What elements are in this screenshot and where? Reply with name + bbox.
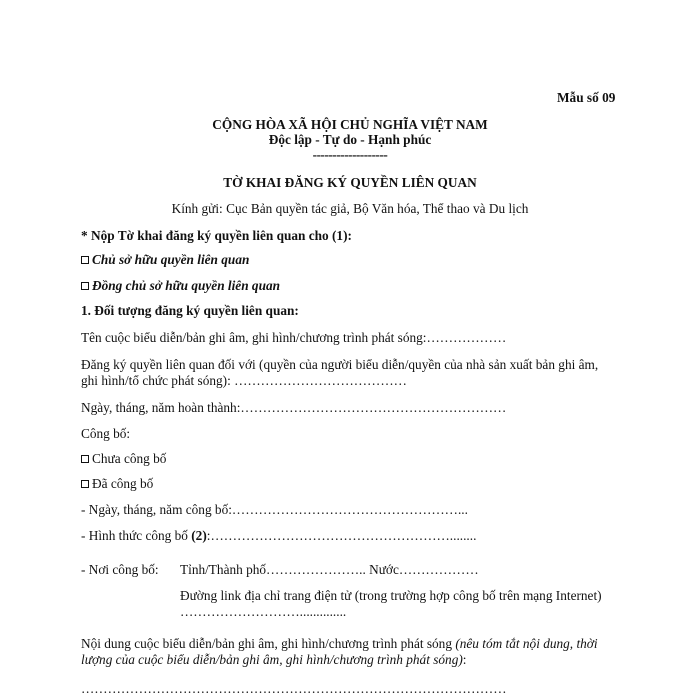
option-owner-label: Chủ sở hữu quyền liên quan	[92, 252, 250, 267]
option-co-owner-label: Đồng chủ sở hữu quyền liên quan	[92, 278, 281, 293]
checkbox-published[interactable]	[81, 480, 89, 488]
recipient-line: Kính gửi: Cục Bản quyền tác giả, Bộ Văn hóa, Thể thao và Du lịch	[171, 201, 529, 216]
register-for-line-1: Đăng ký quyền liên quan đối với (quyền của người biểu diễn/quyền của nhà sản xuất bản ghi âm,	[81, 357, 599, 372]
content-prefix: Nội dung cuộc biểu diễn/bản ghi âm, ghi hình/chương trình phát sóng	[81, 636, 456, 651]
option-unpublished-label: Chưa công bố	[92, 451, 167, 466]
publication-form-suffix: :………………………………………………........	[206, 528, 477, 543]
publication-form-line	[81, 528, 476, 544]
country-name: CỘNG HÒA XÃ HỘI CHỦ NGHĨA VIỆT NAM	[212, 117, 488, 132]
form-title: TỜ KHAI ĐĂNG KÝ QUYỀN LIÊN QUAN	[223, 175, 477, 190]
register-for-line-2: ghi hình/tổ chức phát sóng): …………………………………	[81, 373, 407, 388]
publication-form-note: (2)	[191, 528, 207, 543]
content-note-2: lượng của cuộc biểu diễn/bản ghi âm, ghi hình/chương trình phát sóng)	[81, 652, 463, 667]
checkbox-co-owner[interactable]	[81, 282, 89, 290]
option-unpublished[interactable]	[81, 451, 166, 467]
completion-date-line: Ngày, tháng, năm hoàn thành:……………………………………………………	[81, 400, 507, 415]
publication-place-line: Tỉnh/Thành phố………………….. Nước………………	[180, 562, 479, 577]
content-note-1: (nêu tóm tắt nội dung, thời	[455, 636, 598, 651]
national-motto: Độc lập - Tự do - Hạnh phúc	[268, 132, 432, 147]
section1-heading: 1. Đối tượng đăng ký quyền liên quan:	[81, 303, 299, 318]
option-published[interactable]	[81, 476, 153, 492]
publication-date-line: - Ngày, tháng, năm công bố:……………………………………………...	[81, 502, 468, 517]
submit-for-label: * Nộp Tờ khai đăng ký quyền liên quan cho (1):	[81, 228, 352, 243]
content-line-1	[81, 636, 598, 652]
performance-name-line: Tên cuộc biểu diễn/bản ghi âm, ghi hình/chương trình phát sóng:………………	[81, 330, 507, 345]
checkbox-owner[interactable]	[81, 256, 89, 264]
option-owner[interactable]	[81, 252, 249, 268]
form-number: Mẫu số 09	[557, 90, 616, 105]
content-line-2	[81, 652, 466, 668]
publication-place-label: - Nơi công bố:	[81, 562, 159, 577]
header-separator: -------------------	[312, 147, 388, 162]
link-line-2: ………………………..............	[180, 604, 347, 619]
content-dotted-line: ……………………………………………………………………………………	[81, 681, 507, 696]
option-published-label: Đã công bố	[92, 476, 154, 491]
option-co-owner[interactable]	[81, 278, 280, 294]
publication-form-prefix: - Hình thức công bố	[81, 528, 192, 543]
link-line-1: Đường link địa chỉ trang điện tử (trong trường hợp công bố trên mạng Internet)	[180, 588, 602, 603]
content-suffix: :	[462, 652, 467, 667]
checkbox-unpublished[interactable]	[81, 455, 89, 463]
publication-label: Công bố:	[81, 426, 131, 441]
